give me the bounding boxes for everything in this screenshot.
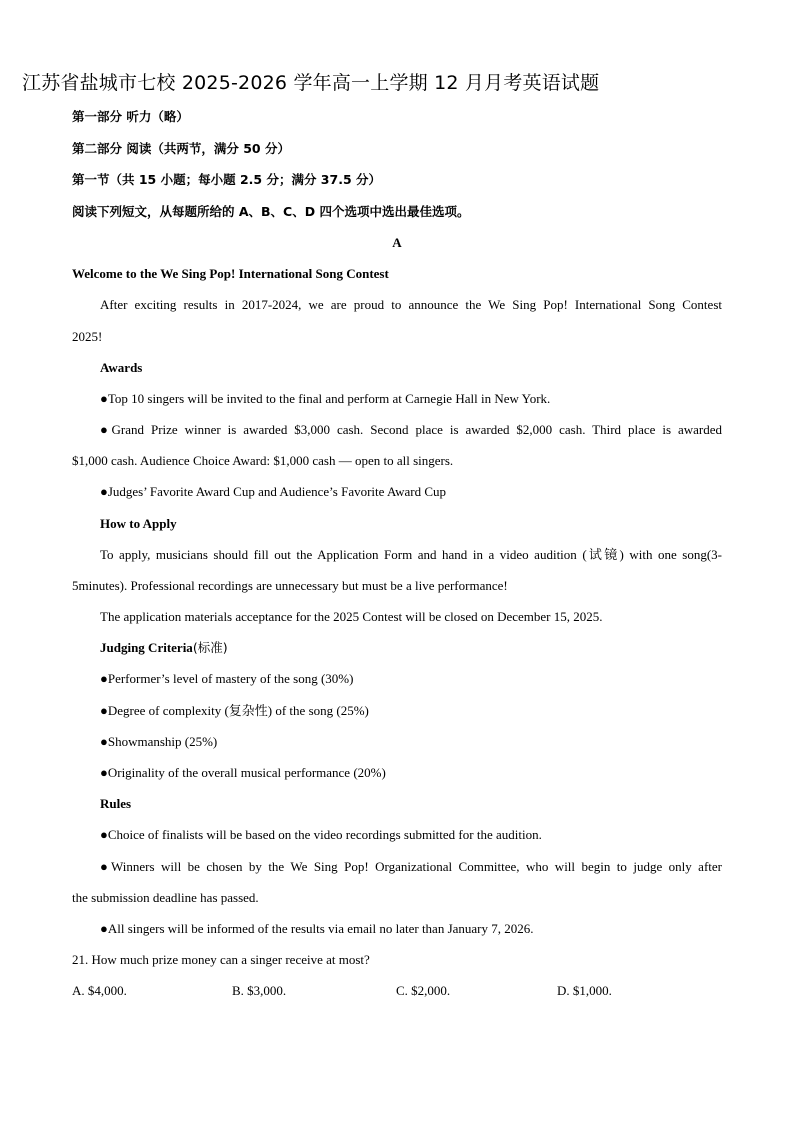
part2-heading: 第二部分 阅读（共两节，满分 50 分） bbox=[72, 141, 290, 156]
judging-item-2: ●Degree of complexity (复杂性) of the song (25%) bbox=[100, 703, 369, 718]
awards-item-1: ●Top 10 singers will be invited to the final and perform at Carnegie Hall in New York. bbox=[100, 391, 551, 406]
intro-line-1: After exciting results in 2017-2024, we are proud to announce the We Sing Pop! International Song Contest bbox=[100, 297, 722, 312]
question-21-option-d: D. $1,000. bbox=[557, 983, 612, 998]
awards-item-2-line-1: ●Grand Prize winner is awarded $3,000 cash. Second place is awarded $2,000 cash. Third place is awarded bbox=[100, 422, 722, 437]
how-to-apply-line-1: To apply, musicians should fill out the Application Form and hand in a video audition (试镜) with one song(3- bbox=[100, 547, 722, 562]
section1-heading: 第一节（共 15 小题；每小题 2.5 分；满分 37.5 分） bbox=[72, 172, 381, 187]
judging-heading-row bbox=[100, 639, 722, 657]
awards-item-3: ●Judges’ Favorite Award Cup and Audience’s Favorite Award Cup bbox=[100, 484, 447, 499]
page-title: 江苏省盐城市七校 2025-2026 学年高一上学期 12 月月考英语试题 bbox=[22, 72, 600, 94]
judging-item-3: ●Showmanship (25%) bbox=[100, 734, 218, 749]
judging-item-1: ●Performer’s level of mastery of the song (30%) bbox=[100, 671, 354, 686]
judging-heading: Judging Criteria bbox=[100, 640, 193, 655]
question-21-option-a: A. $4,000. bbox=[72, 983, 127, 998]
question-21-stem: 21. How much prize money can a singer receive at most? bbox=[72, 952, 370, 967]
rules-heading: Rules bbox=[100, 796, 132, 811]
rules-item-3: ●All singers will be informed of the results via email no later than January 7, 2026. bbox=[100, 921, 534, 936]
question-21-option-b: B. $3,000. bbox=[232, 983, 287, 998]
judging-heading-note: (标准) bbox=[192, 640, 228, 655]
rules-item-1: ●Choice of finalists will be based on the video recordings submitted for the audition. bbox=[100, 827, 542, 842]
intro-line-2: 2025! bbox=[72, 329, 103, 344]
awards-heading: Awards bbox=[100, 360, 143, 375]
instruction-text: 阅读下列短文，从每题所给的 A、B、C、D 四个选项中选出最佳选项。 bbox=[72, 204, 470, 219]
question-21-option-c: C. $2,000. bbox=[396, 983, 451, 998]
judging-item-4: ●Originality of the overall musical performance (20%) bbox=[100, 765, 386, 780]
rules-item-2-line-2: the submission deadline has passed. bbox=[72, 890, 259, 905]
how-to-apply-deadline: The application materials acceptance for the 2025 Contest will be closed on December 15, 2025. bbox=[100, 609, 603, 624]
how-to-apply-heading: How to Apply bbox=[100, 516, 177, 531]
passage-letter: A bbox=[392, 235, 402, 250]
awards-item-2-line-2: $1,000 cash. Audience Choice Award: $1,000 cash — open to all singers. bbox=[72, 453, 454, 468]
passage-title: Welcome to the We Sing Pop! International Song Contest bbox=[72, 266, 389, 281]
how-to-apply-line-2: 5minutes). Professional recordings are unnecessary but must be a live performance! bbox=[72, 578, 508, 593]
part1-heading: 第一部分 听力（略） bbox=[72, 109, 189, 124]
rules-item-2-line-1: ●Winners will be chosen by the We Sing Pop! Organizational Committee, who will begin to judge only after bbox=[100, 859, 722, 874]
